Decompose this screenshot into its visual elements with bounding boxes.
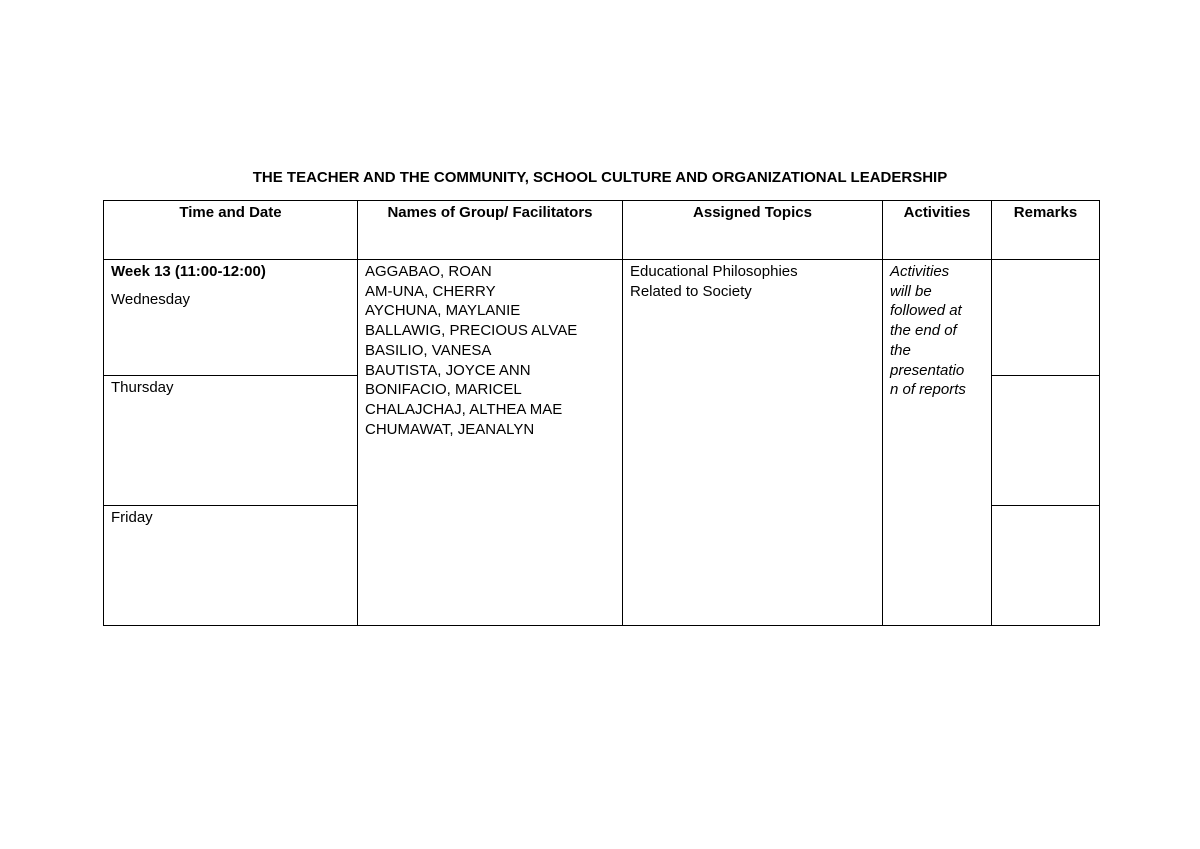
day-label-wednesday: Wednesday xyxy=(111,290,190,308)
name-item: CHALAJCHAJ, ALTHEA MAE xyxy=(365,400,563,418)
name-item: BASILIO, VANESA xyxy=(365,341,492,359)
name-item: AGGABAO, ROAN xyxy=(365,263,492,280)
topic-line: Educational Philosophies xyxy=(630,263,798,280)
header-time-and-date: Time and Date xyxy=(104,201,358,260)
time-date-cell-wednesday xyxy=(104,260,358,376)
activities-cell xyxy=(883,260,992,626)
week-label: Week 13 (11:00-12:00) xyxy=(111,263,266,280)
activities-line: the end of xyxy=(890,322,957,340)
time-date-cell-friday xyxy=(104,506,358,626)
header-remarks: Remarks xyxy=(992,201,1100,260)
remarks-cell-friday xyxy=(992,506,1100,626)
table-row xyxy=(104,260,1100,376)
names-cell xyxy=(358,260,623,626)
activities-line: presentatio xyxy=(890,361,965,379)
topic-line: Related to Society xyxy=(630,282,752,300)
assigned-topic-cell xyxy=(623,260,883,626)
day-label-friday: Friday xyxy=(111,509,153,526)
time-date-cell-thursday xyxy=(104,376,358,506)
activities-line: will be xyxy=(890,282,932,300)
header-assigned-topics: Assigned Topics xyxy=(623,201,883,260)
remarks-cell-wednesday xyxy=(992,260,1100,376)
name-item: BALLAWIG, PRECIOUS ALVAE xyxy=(365,322,578,340)
activities-line: the xyxy=(890,341,911,359)
activities-line: n of reports xyxy=(890,381,966,399)
name-item: CHUMAWAT, JEANALYN xyxy=(365,420,535,438)
name-item: BONIFACIO, MARICEL xyxy=(365,381,522,399)
document-title: THE TEACHER AND THE COMMUNITY, SCHOOL CULTURE AND ORGANIZATIONAL LEADERSHIP xyxy=(252,169,948,186)
header-row xyxy=(104,201,1100,260)
header-activities: Activities xyxy=(883,201,992,260)
activities-line: Activities xyxy=(890,263,950,280)
name-item: AYCHUNA, MAYLANIE xyxy=(365,302,521,320)
name-item: AM-UNA, CHERRY xyxy=(365,282,496,300)
schedule-table xyxy=(103,200,1100,626)
day-label-thursday: Thursday xyxy=(111,379,174,396)
header-names-of-group: Names of Group/ Facilitators xyxy=(358,201,623,260)
remarks-cell-thursday xyxy=(992,376,1100,506)
activities-line: followed at xyxy=(890,302,962,320)
name-item: BAUTISTA, JOYCE ANN xyxy=(365,361,531,379)
